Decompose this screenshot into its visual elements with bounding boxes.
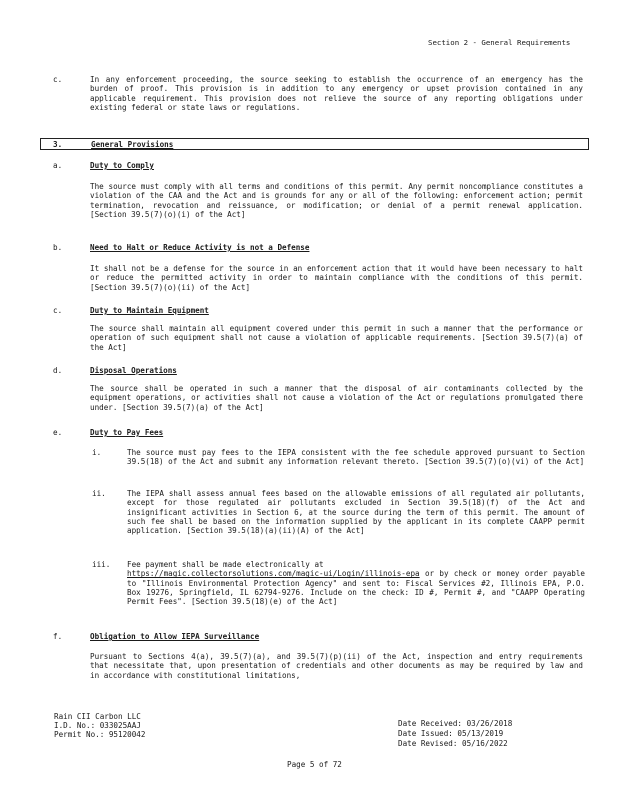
item-text: The source shall be operated in such a manner that the disposal of air contaminants collected by the equipment operations, or activities shall not cause a violation of the Act or regulations promulgated there under. [Section 39.5(7)(a) of the Act]	[90, 384, 583, 412]
section-banner	[40, 138, 589, 150]
item-text: The source shall maintain all equipment covered under this permit in such a manner that the performance or operation of such equipment shall not cause a violation of applicable requirements. [Section 39.5(7)(a) of the Act]	[90, 324, 583, 352]
subitem-text-lead: Fee payment shall be made electronically at	[127, 560, 324, 569]
subitem-text	[127, 560, 585, 606]
item-marker: a.	[53, 161, 63, 170]
subitem-marker: ii.	[92, 489, 106, 498]
item-heading: Duty to Comply	[90, 161, 155, 170]
fee-payment-link[interactable]: https://magic.collectorsolutions.com/magic-ui/Login/illinois-epa	[127, 569, 420, 579]
item-marker: b.	[53, 243, 63, 252]
subitem-marker: iii.	[92, 560, 111, 569]
subitem-marker: i.	[92, 448, 102, 457]
item-text: It shall not be a defense for the source in an enforcement action that it would have been necessary to halt or reduce the permitted activity in order to maintain compliance with the conditions of this permit. [Section 39.5(7)(o)(ii) of the Act]	[90, 264, 583, 292]
item-heading: Obligation to Allow IEPA Surveillance	[90, 632, 260, 641]
page-number: Page 5 of 72	[287, 760, 342, 769]
footer-id-no: I.D. No.: 033025AAJ	[54, 721, 141, 730]
item-marker: c.	[53, 75, 63, 84]
item-heading: Disposal Operations	[90, 366, 177, 375]
item-marker: c.	[53, 306, 63, 315]
footer-date-received: Date Received: 03/26/2018	[398, 719, 513, 728]
item-text: Pursuant to Sections 4(a), 39.5(7)(a), and 39.5(7)(p)(ii) of the Act, inspection and entry requirements that necessitate that, upon presentation of credentials and other documents as may be required by law and in accordance with constitutional limitations,	[90, 652, 583, 680]
footer-date-issued: Date Issued: 05/13/2019	[398, 729, 504, 738]
item-marker: f.	[53, 632, 63, 641]
item-marker: e.	[53, 428, 63, 437]
section-title: General Provisions	[91, 140, 174, 149]
footer-date-revised: Date Revised: 05/16/2022	[398, 739, 508, 748]
item-heading: Duty to Maintain Equipment	[90, 306, 209, 315]
item-text: The source must comply with all terms and conditions of this permit. Any permit noncompliance constitutes a violation of the CAA and the Act and is grounds for any or all of the following: enforcement action; permit termination, revocation and reissuance, or modification; or denial of a permit renewal application. [Section 39.5(7)(o)(i) of the Act]	[90, 182, 583, 219]
item-heading: Duty to Pay Fees	[90, 428, 164, 437]
running-header: Section 2 - General Requirements	[428, 38, 571, 47]
subitem-text: The source must pay fees to the IEPA consistent with the fee schedule approved pursuant to Section 39.5(18) of the Act and submit any information relevant thereto. [Section 39.5(7)(o)(vi) of the Act]	[127, 448, 585, 467]
item-marker: d.	[53, 366, 63, 375]
section-number: 3.	[53, 140, 63, 149]
subitem-text: The IEPA shall assess annual fees based on the allowable emissions of all regulated air pollutants, except for those regulated air pollutants excluded in Section 39.5(18)(f) of the Act and insignificant activities in Section 6, at the source during the term of this permit. The amount of such fee shall be based on the information supplied by the applicant in its complete CAAPP permit application. [Section 39.5(18)(a)(ii)(A) of the Act]	[127, 489, 585, 536]
item-text: In any enforcement proceeding, the source seeking to establish the occurrence of an emergency has the burden of proof. This provision is in addition to any emergency or upset provision contained in any applicable requirement. This provision does not relieve the source of any reporting obligations under existing federal or state laws or regulations.	[90, 75, 583, 112]
footer-permit-no: Permit No.: 95120042	[54, 730, 146, 739]
footer-company: Rain CII Carbon LLC	[54, 712, 141, 721]
item-heading: Need to Halt or Reduce Activity is not a Defense	[90, 243, 310, 252]
subitem-text-tail: or by check or money order payable to "Illinois Environmental Protection Agency" and sent to: Fiscal Services #2, Illinois EPA, P.O. Box 19276, Springfield, IL 62794-9276. Include on the check: ID #, Permit #, and "CAAPP Operating Permit Fees". [Section 39.5(18)(e) of the Act]	[127, 569, 585, 607]
